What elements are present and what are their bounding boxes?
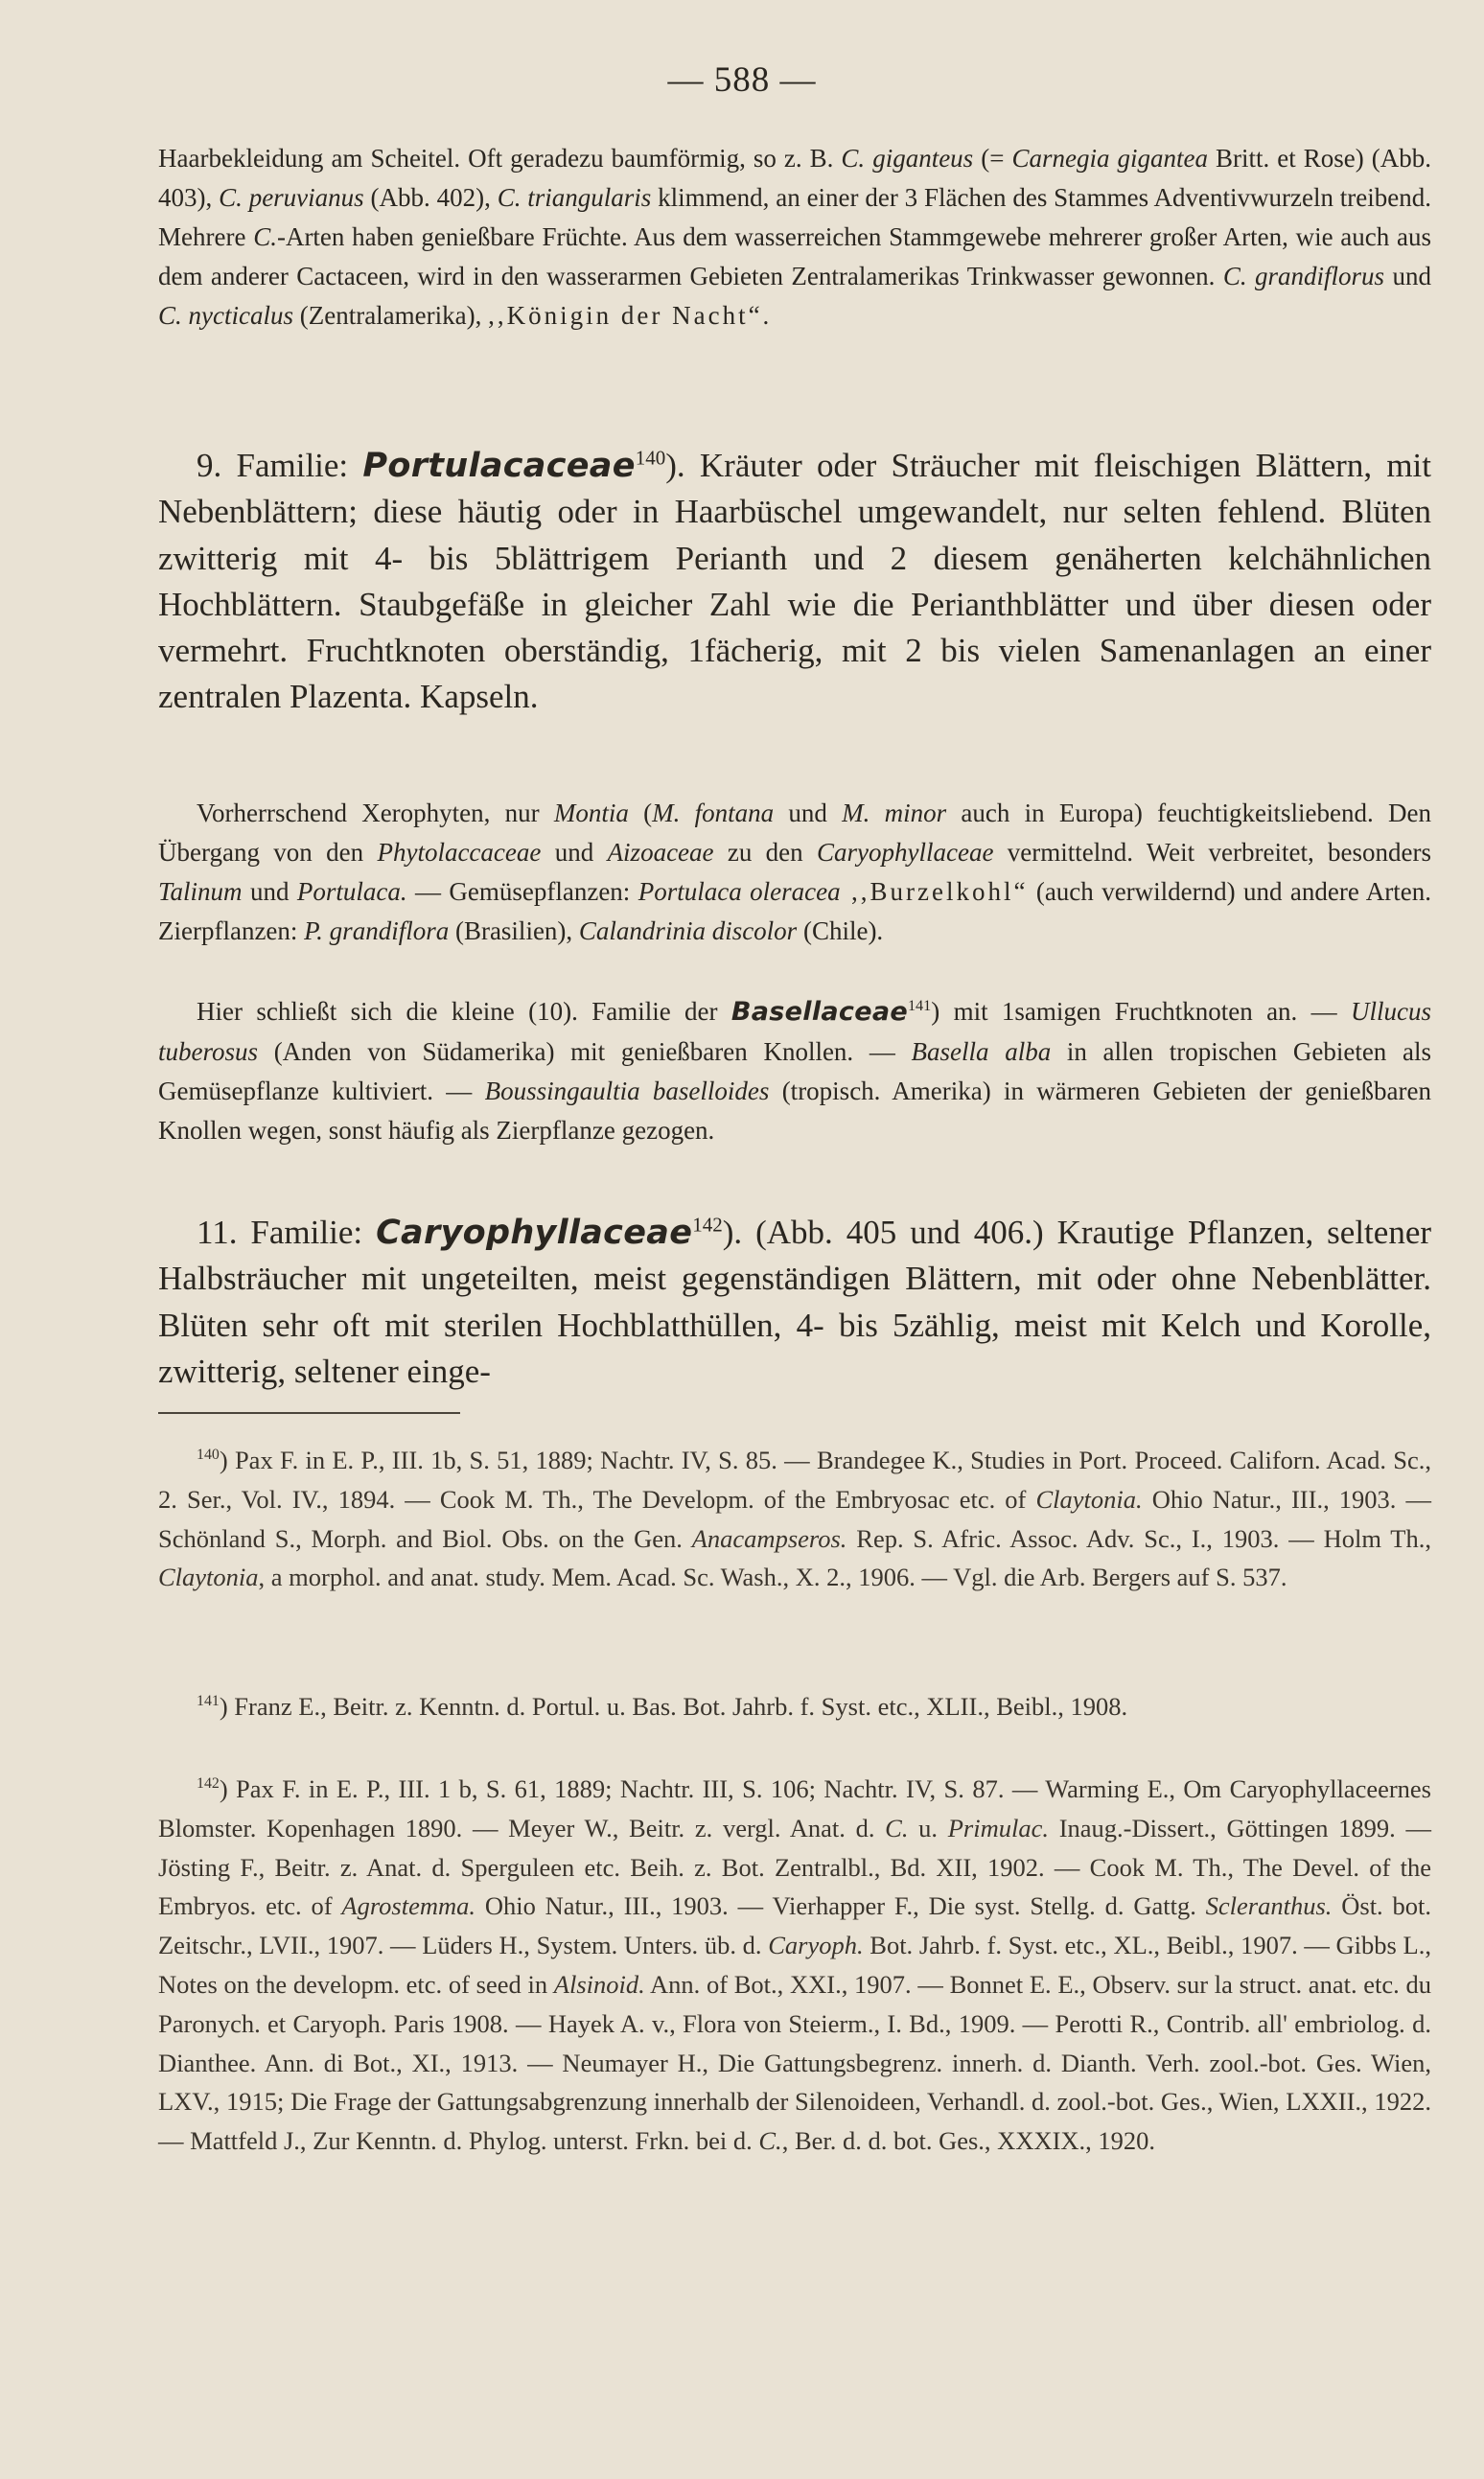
cactaceae-continuation-paragraph: Haarbekleidung am Scheitel. Oft geradezu baumförmig, so z. B. C. giganteus (= Carnegia gigantea Britt. et Rose) (Abb. 403), C. peruvianus (Abb. 402), C. triangularis klimmend, an einer der 3 Flächen des Stammes Adventivwurzeln treibend. Mehrere C.-Arten haben genießbare Früchte. Aus dem wasserreichen Stammgewebe mehrerer großer Arten, wie auch aus dem anderer Cactaceen, wird in den wasserarmen Gebieten Zentralamerikas Trinkwasser gewonnen. C. grandiflorus und C. nycticalus (Zentralamerika), ,,Königin der Nacht“.	[158, 144, 1431, 330]
footnote-142: $^{142}$) Pax F. in E. P., III. 1 b, S. 61, 1889; Nachtr. III, S. 106; Nachtr. IV, S. 87. — Warming E., Om Caryophyllaceernes Blomster. Kopenhagen 1890. — Meyer W., Beitr. z. vergl. Anat. d. C. u. Primulac. Inaug.-Dissert., Göttingen 1899. — Jösting F., Beitr. z. Anat. d. Sperguleen etc. Beih. z. Bot. Zentralbl., Bd. XII, 1902. — Cook M. Th., The Devel. of the Embryos. etc. of Agrostemma. Ohio Natur., III., 1903. — Vierhapper F., Die syst. Stellg. d. Gattg. Scleranthus. Öst. bot. Zeitschr., LVII., 1907. — Lüders H., System. Unters. üb. d. Caryoph. Bot. Jahrb. f. Syst. etc., XL., Beibl., 1907. — Gibbs L., Notes on the developm. etc. of seed in Alsinoid. Ann. of Bot., XXI., 1907. — Bonnet E. E., Observ. sur la struct. anat. etc. du Paronych. et Caryoph. Paris 1908. — Hayek A. v., Flora von Steierm., I. Bd., 1909. — Perotti R., Contrib. all' embriolog. d. Dianthee. Ann. di Bot., XI., 1913. — Neumayer H., Die Gattungsbegrenz. innerh. d. Dianth. Verh. zool.-bot. Ges. Wien, LXV., 1915; Die Frage der Gattungsabgrenzung innerhalb der Silenoideen, Verhandl. d. zool.-bot. Ges., Wien, LXXII., 1922. — Mattfeld J., Zur Kenntn. d. Phylog. unterst. Frkn. bei d. C., Ber. d. d. bot. Ges., XXXIX., 1920.	[158, 1774, 1431, 2156]
footnote-140: $^{140}$) Pax F. in E. P., III. 1b, S. 51, 1889; Nachtr. IV, S. 85. — Brandegee K., Studies in Port. Proceed. Californ. Acad. Sc., 2. Ser., Vol. IV., 1894. — Cook M. Th., The Developm. of the Embryosac etc. of Claytonia. Ohio Natur., III., 1903. — Schönland S., Morph. and Biol. Obs. on the Gen. Anacampseros. Rep. S. Afric. Assoc. Adv. Sc., I., 1903. — Holm Th., Claytonia, a morphol. and anat. study. Mem. Acad. Sc. Wash., X. 2., 1906. — Vgl. die Arb. Bergers auf S. 537.	[158, 1446, 1431, 1592]
family-name-portulacaceae: Portulacaceae	[362, 447, 636, 485]
footnote-divider	[158, 1412, 460, 1414]
family-name-basellaceae: Basellaceae	[730, 997, 908, 1027]
footnote-ref-141: 141	[907, 997, 932, 1014]
family-name-caryophyllaceae: Caryophyllaceae	[376, 1214, 693, 1252]
footnote-ref-140: 140	[635, 446, 666, 470]
footnote-ref-142: 142	[692, 1213, 723, 1237]
page-number: — 588 —	[667, 60, 817, 100]
portulacaceae-description: 9. Familie: Portulacaceae$^{140}$). Kräuter oder Sträucher mit fleischigen Blättern, mit Nebenblättern; diese häutig oder in Haarbüschel umgewandelt, nur selten fehlend. Blüten zwitterig mit 4- bis 5blättrigem Perianth und 2 diesem genäherten kelchähnlichen Hochblättern. Staubgefäße in gleicher Zahl wie die Perianthblätter und über diesen oder vermehrt. Fruchtknoten oberständig, 1fächerig, mit 2 bis vielen Samenanlagen an einer zentralen Plazenta. Kapseln.	[158, 446, 1432, 716]
basellaceae-paragraph: Hier schließt sich die kleine (10). Familie der Basellaceae$^{141}$) mit 1samigen Fruchtknoten an. — Ullucus tuberosus (Anden von Südamerika) mit genießbaren Knollen. — Basella alba in allen tropischen Gebieten als Gemüsepflanze kultiviert. — Boussingaultia baselloides (tropisch. Amerika) in wärmeren Gebieten der genießbaren Knollen wegen, sonst häufig als Zierpflanze gezogen.	[158, 997, 1432, 1145]
caryophyllaceae-description: 11. Familie: Caryophyllaceae$^{142}$). (Abb. 405 und 406.) Krautige Pflanzen, seltener Halbsträucher mit ungeteilten, meist gegenständigen Blättern, mit oder ohne Nebenblätter. Blüten sehr oft mit sterilen Hochblatthüllen, 4- bis 5zählig, meist mit Kelch und Korolle, zwitterig, seltener einge-	[158, 1213, 1432, 1390]
portulacaceae-notes: Vorherrschend Xerophyten, nur Montia (M. fontana und M. minor auch in Europa) feuchtigkeitsliebend. Den Übergang von den Phytolaccaceae und Aizoaceae zu den Caryophyllaceae vermittelnd. Weit verbreitet, besonders Talinum und Portulaca. — Gemüsepflanzen: Portulaca oleracea ,,Burzelkohl“ (auch verwildernd) und andere Arten. Zierpflanzen: P. grandiflora (Brasilien), Calandrinia discolor (Chile).	[158, 799, 1432, 945]
footnote-141: $^{141}$) Franz E., Beitr. z. Kenntn. d. Portul. u. Bas. Bot. Jahrb. f. Syst. etc., XLII., Beibl., 1908.	[197, 1692, 1128, 1721]
